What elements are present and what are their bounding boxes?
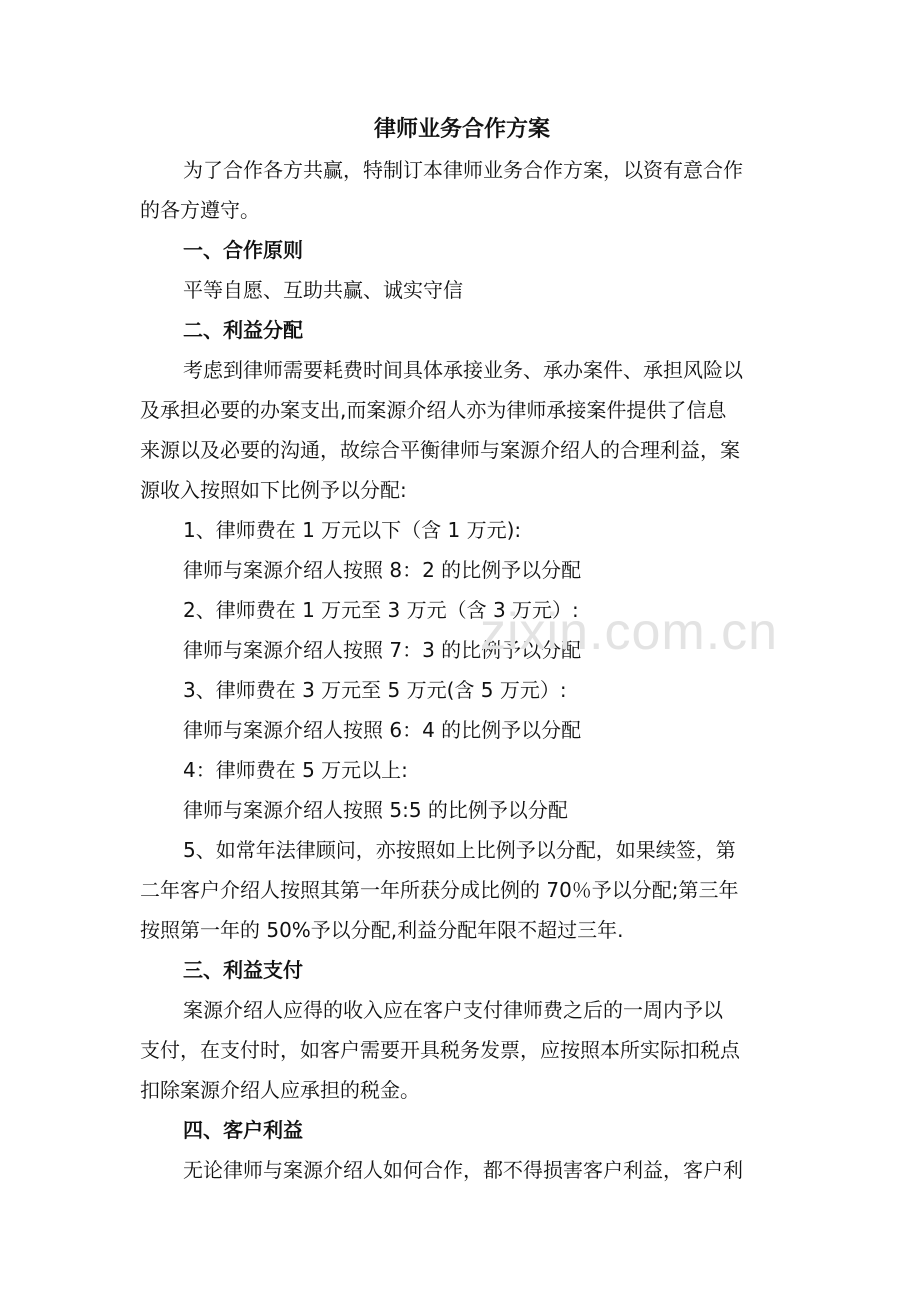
payment-line-3: 扣除案源介绍人应承担的税金。 [140, 1078, 420, 1102]
payment-line-1: 案源介绍人应得的收入应在客户支付律师费之后的一周内予以 [183, 998, 723, 1022]
client-interest-line-1: 无论律师与案源介绍人如何合作，都不得损害客户利益，客户利 [183, 1158, 743, 1182]
document-title: 律师业务合作方案 [373, 117, 550, 142]
watermark: zixin.com.cn [480, 603, 779, 661]
section-heading-distribution: 二、利益分配 [183, 318, 303, 342]
tier-4-condition: 4：律师费在 5 万元以上: [183, 758, 408, 782]
tier-1-condition: 1、律师费在 1 万元以下（含 1 万元): [183, 518, 522, 542]
advisor-line-2: 二年客户介绍人按照其第一年所获分成比例的 70％予以分配;第三年 [140, 878, 739, 902]
tier-2-condition: 2、律师费在 1 万元至 3 万元（含 3 万元）: [183, 598, 579, 622]
intro-line-1: 为了合作各方共赢，特制订本律师业务合作方案，以资有意合作 [183, 158, 743, 182]
tier-2-ratio: 律师与案源介绍人按照 7：3 的比例予以分配 [183, 638, 582, 662]
advisor-line-3: 按照第一年的 50%予以分配,利益分配年限不超过三年. [140, 918, 624, 942]
distribution-line-1: 考虑到律师需要耗费时间具体承接业务、承办案件、承担风险以 [183, 358, 743, 382]
distribution-line-4: 源收入按照如下比例予以分配: [140, 478, 407, 502]
tier-3-condition: 3、律师费在 3 万元至 5 万元(含 5 万元）: [183, 678, 567, 702]
distribution-line-3: 来源以及必要的沟通，故综合平衡律师与案源介绍人的合理利益，案 [140, 438, 740, 462]
tier-3-ratio: 律师与案源介绍人按照 6：4 的比例予以分配 [183, 718, 582, 742]
section-heading-payment: 三、利益支付 [183, 958, 303, 982]
advisor-line-1: 5、如常年法律顾问，亦按照如上比例予以分配，如果续签，第 [183, 838, 736, 862]
section-heading-client-interest: 四、客户利益 [183, 1118, 303, 1142]
intro-line-2: 的各方遵守。 [140, 198, 260, 222]
distribution-line-2: 及承担必要的办案支出,而案源介绍人亦为律师承接案件提供了信息 [140, 398, 727, 422]
payment-line-2: 支付，在支付时，如客户需要开具税务发票，应按照本所实际扣税点 [140, 1038, 740, 1062]
principles-text: 平等自愿、互助共赢、诚实守信 [183, 278, 463, 302]
section-heading-principles: 一、合作原则 [183, 238, 303, 262]
tier-1-ratio: 律师与案源介绍人按照 8：2 的比例予以分配 [183, 558, 582, 582]
tier-4-ratio: 律师与案源介绍人按照 5:5 的比例予以分配 [183, 798, 568, 822]
